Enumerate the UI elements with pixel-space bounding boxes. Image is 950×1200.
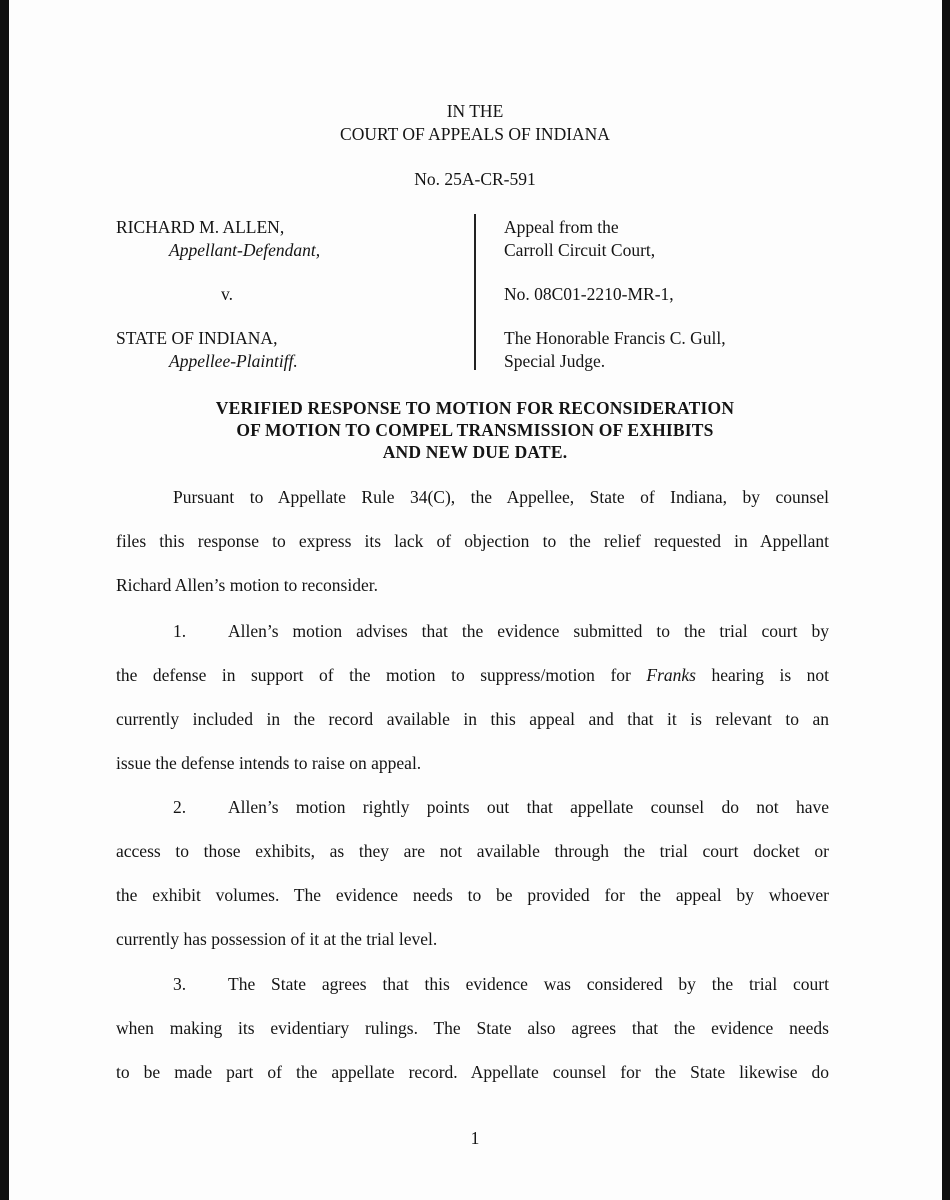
intro-line-3: Richard Allen’s motion to reconsider. (116, 575, 378, 595)
paragraph-1-line-4: issue the defense intends to raise on appeal. (116, 753, 422, 773)
intro-line-2: files this response to express its lack of objection to the relief requested in Appellant (116, 531, 829, 551)
document-title (0, 397, 950, 463)
appeal-from-line-2: Carroll Circuit Court, (504, 240, 656, 260)
court-header-line-1: IN THE (446, 101, 504, 121)
judge-line-2: Special Judge. (504, 351, 606, 371)
appellee-name: STATE OF INDIANA, (116, 328, 278, 348)
intro-line-1: Pursuant to Appellate Rule 34(C), the Appellee, State of Indiana, by counsel (173, 487, 829, 507)
versus: v. (221, 284, 233, 304)
paragraph-3-number: 3. (173, 974, 187, 994)
paragraph-3-line-1: The State agrees that this evidence was considered by the trial court (228, 974, 829, 994)
paragraph-3-line-2: when making its evidentiary rulings. The State also agrees that the evidence needs (116, 1018, 829, 1038)
trial-case-number: No. 08C01-2210-MR-1, (504, 284, 674, 304)
franks-term: Franks (646, 665, 696, 685)
appellant-role: Appellant-Defendant, (169, 240, 321, 260)
title-line-2: OF MOTION TO COMPEL TRANSMISSION OF EXHIBITS (236, 420, 714, 440)
court-header-line-2: COURT OF APPEALS OF INDIANA (340, 124, 610, 144)
judge-line-1: The Honorable Francis C. Gull, (504, 328, 726, 348)
paragraph-1-line-3: currently included in the record available in this appeal and that it is relevant to an (116, 709, 829, 729)
page-number: 1 (470, 1128, 480, 1148)
paragraph-2-number: 2. (173, 797, 187, 817)
appeal-from-line-1: Appeal from the (504, 217, 619, 237)
paragraph-1-line-1: Allen’s motion advises that the evidence submitted to the trial court by (228, 621, 829, 641)
appellant-name: RICHARD M. ALLEN, (116, 217, 285, 237)
paragraph-2-line-3: the exhibit volumes. The evidence needs to be provided for the appeal by whoever (116, 885, 829, 905)
caption-divider (474, 214, 476, 370)
title-line-1: VERIFIED RESPONSE TO MOTION FOR RECONSIDERATION (215, 398, 735, 418)
paragraph-3-line-3: to be made part of the appellate record. Appellate counsel for the State likewise do (116, 1062, 829, 1082)
paragraph-2-line-2: access to those exhibits, as they are not available through the trial court docket or (116, 841, 829, 861)
appellee-role: Appellee-Plaintiff. (169, 351, 298, 371)
paragraph-2-line-1: Allen’s motion rightly points out that appellate counsel do not have (228, 797, 829, 817)
paragraph-1-number: 1. (173, 621, 187, 641)
case-number: No. 25A-CR-591 (414, 169, 536, 189)
paragraph-1-line-2-tail: hearing is not (695, 665, 830, 685)
title-line-3: AND NEW DUE DATE. (382, 442, 568, 462)
paragraph-1-line-2-text: the defense in support of the motion to suppress/motion for (116, 665, 647, 685)
paragraph-1-line-2 (116, 664, 829, 686)
paragraph-2-line-4: currently has possession of it at the trial level. (116, 929, 438, 949)
